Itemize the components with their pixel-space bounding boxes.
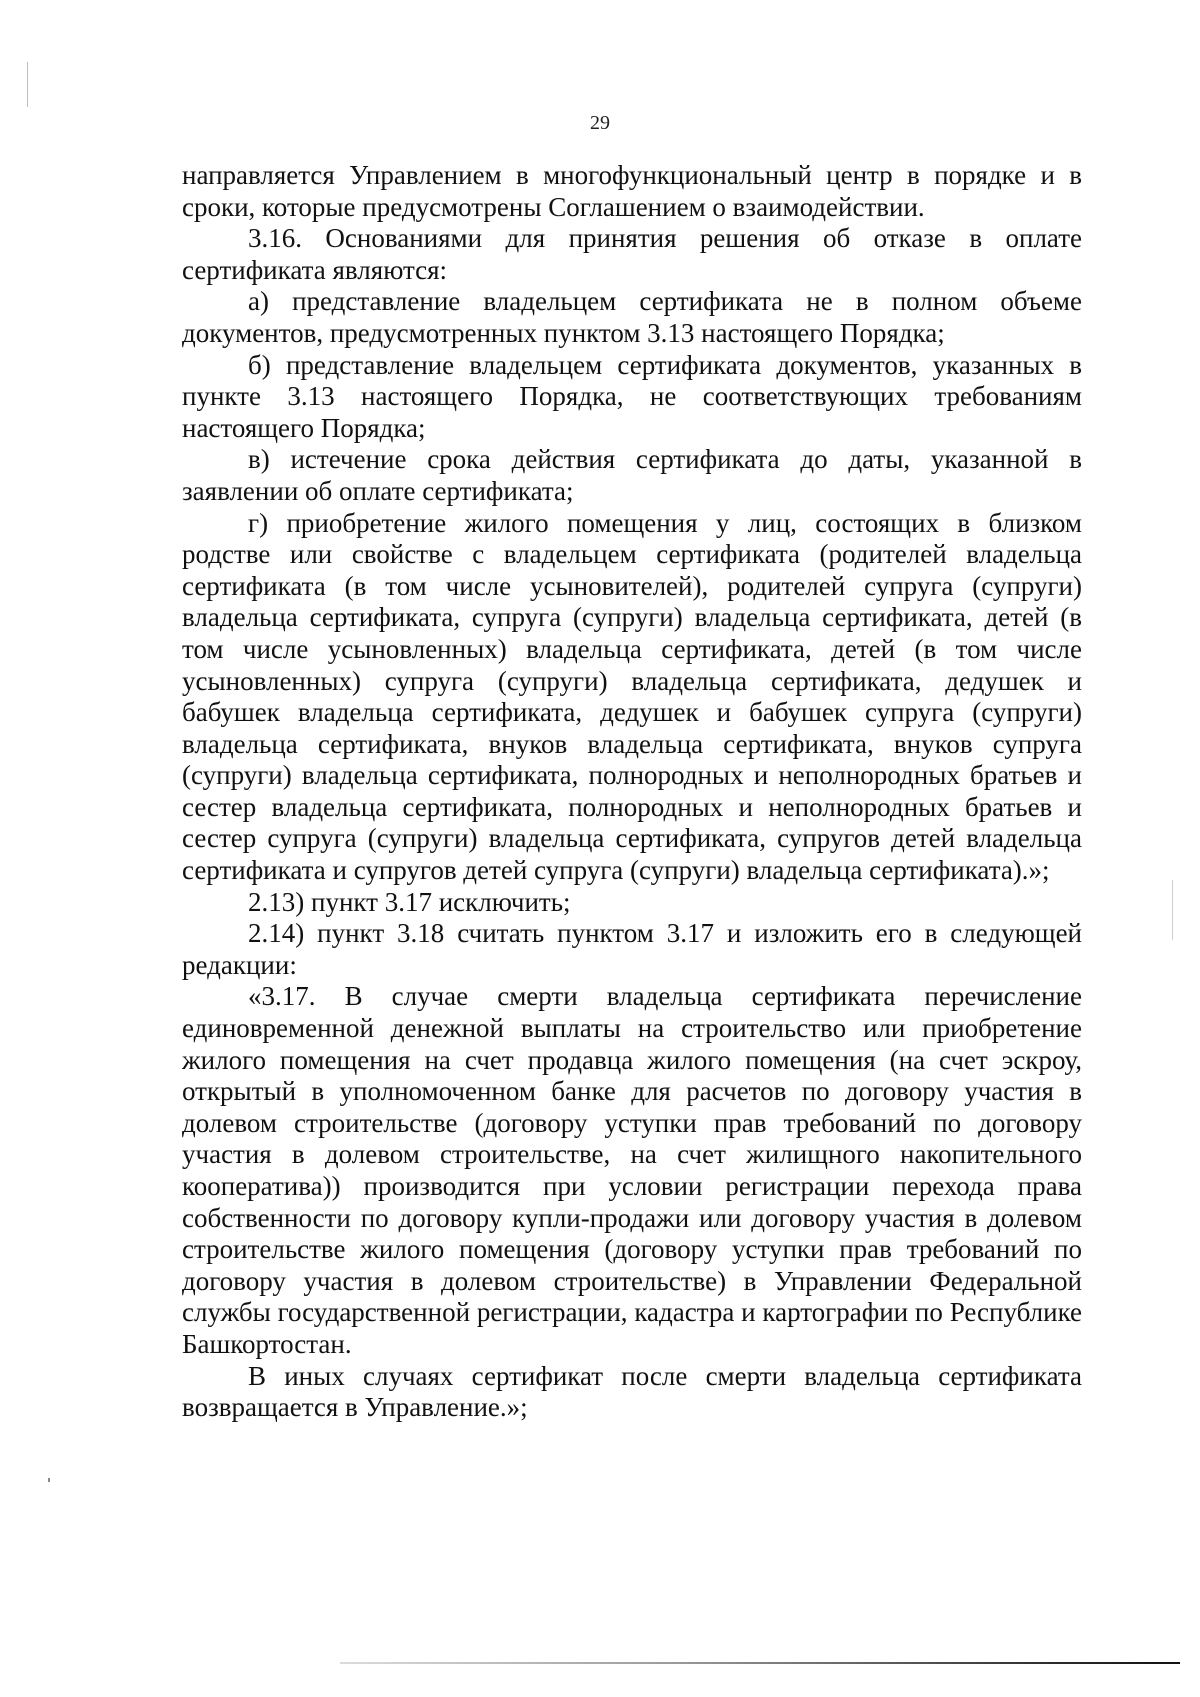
scan-artifact-dot [48,1478,50,1482]
paragraph-3-17: «3.17. В случае смерти владельца сертификата перечисление единовременной денежной выплаты на строительство или приобретение жилого помещения на счет продавца жилого помещения (на счет эскроу, открытый в уполномоченном банке для расчетов по договору участия в долевом строительстве (договору уступки прав требований по договору участия в долевом строительстве, на счет жилищного накопительного кооператива)) производится при условии регистрации перехода права собственности по договору купли-продажи или договору участия в долевом строительстве жилого помещения (договору уступки прав требований по договору участия в долевом строительстве) в Управлении Федеральной службы государственной регистрации, кадастра и картографии по Республике Башкортостан. [182,981,1082,1359]
paragraph-2-14: 2.14) пункт 3.18 считать пунктом 3.17 и изложить его в следующей редакции: [182,918,1082,980]
paragraph-item-v: в) истечение срока действия сертификата до даты, указанной в заявлении об оплате сертификата; [182,444,1082,506]
paragraph-continuation: направляется Управлением в многофункциональный центр в порядке и в сроки, которые предусмотрены Соглашением о взаимодействии. [182,160,1082,222]
paragraph-item-b: б) представление владельцем сертификата документов, указанных в пункте 3.13 настоящего Порядка, не соответствующих требованиям настоящего Порядка; [182,349,1082,443]
scan-artifact-right [1172,880,1173,940]
page-number: 29 [590,112,610,134]
paragraph-item-a: а) представление владельцем сертификата не в полном объеме документов, предусмотренных пунктом 3.13 настоящего Порядка; [182,286,1082,348]
bottom-rule [340,1662,1180,1664]
paragraph-3-16: 3.16. Основаниями для принятия решения об отказе в оплате сертификата являются: [182,223,1082,285]
document-body [182,160,1082,1424]
paragraph-other-cases: В иных случаях сертификат после смерти владельца сертификата возвращается в Управление.»; [182,1360,1082,1423]
paragraph-item-g: г) приобретение жилого помещения у лиц, состоящих в близком родстве или свойстве с владельцем сертификата (родителей владельца сертификата (в том числе усыновителей), родителей супруга (супруги) владельца сертификата, супруга (супруги) владельца сертификата, детей (в том числе усыновленных) владельца сертификата, детей (в том числе усыновленных) супруга (супруги) владельца сертификата, дедушек и бабушек владельца сертификата, дедушек и бабушек супруга (супруги) владельца сертификата, внуков владельца сертификата, внуков супруга (супруги) владельца сертификата, полнородных и неполнородных братьев и сестер владельца сертификата, полнородных и неполнородных братьев и сестер супруга (супруги) владельца сертификата, супругов детей владельца сертификата и супругов детей супруга (супруги) владельца сертификата).»; [182,507,1082,886]
scan-artifact-left [27,62,28,107]
paragraph-2-13: 2.13) пункт 3.17 исключить; [248,886,571,917]
